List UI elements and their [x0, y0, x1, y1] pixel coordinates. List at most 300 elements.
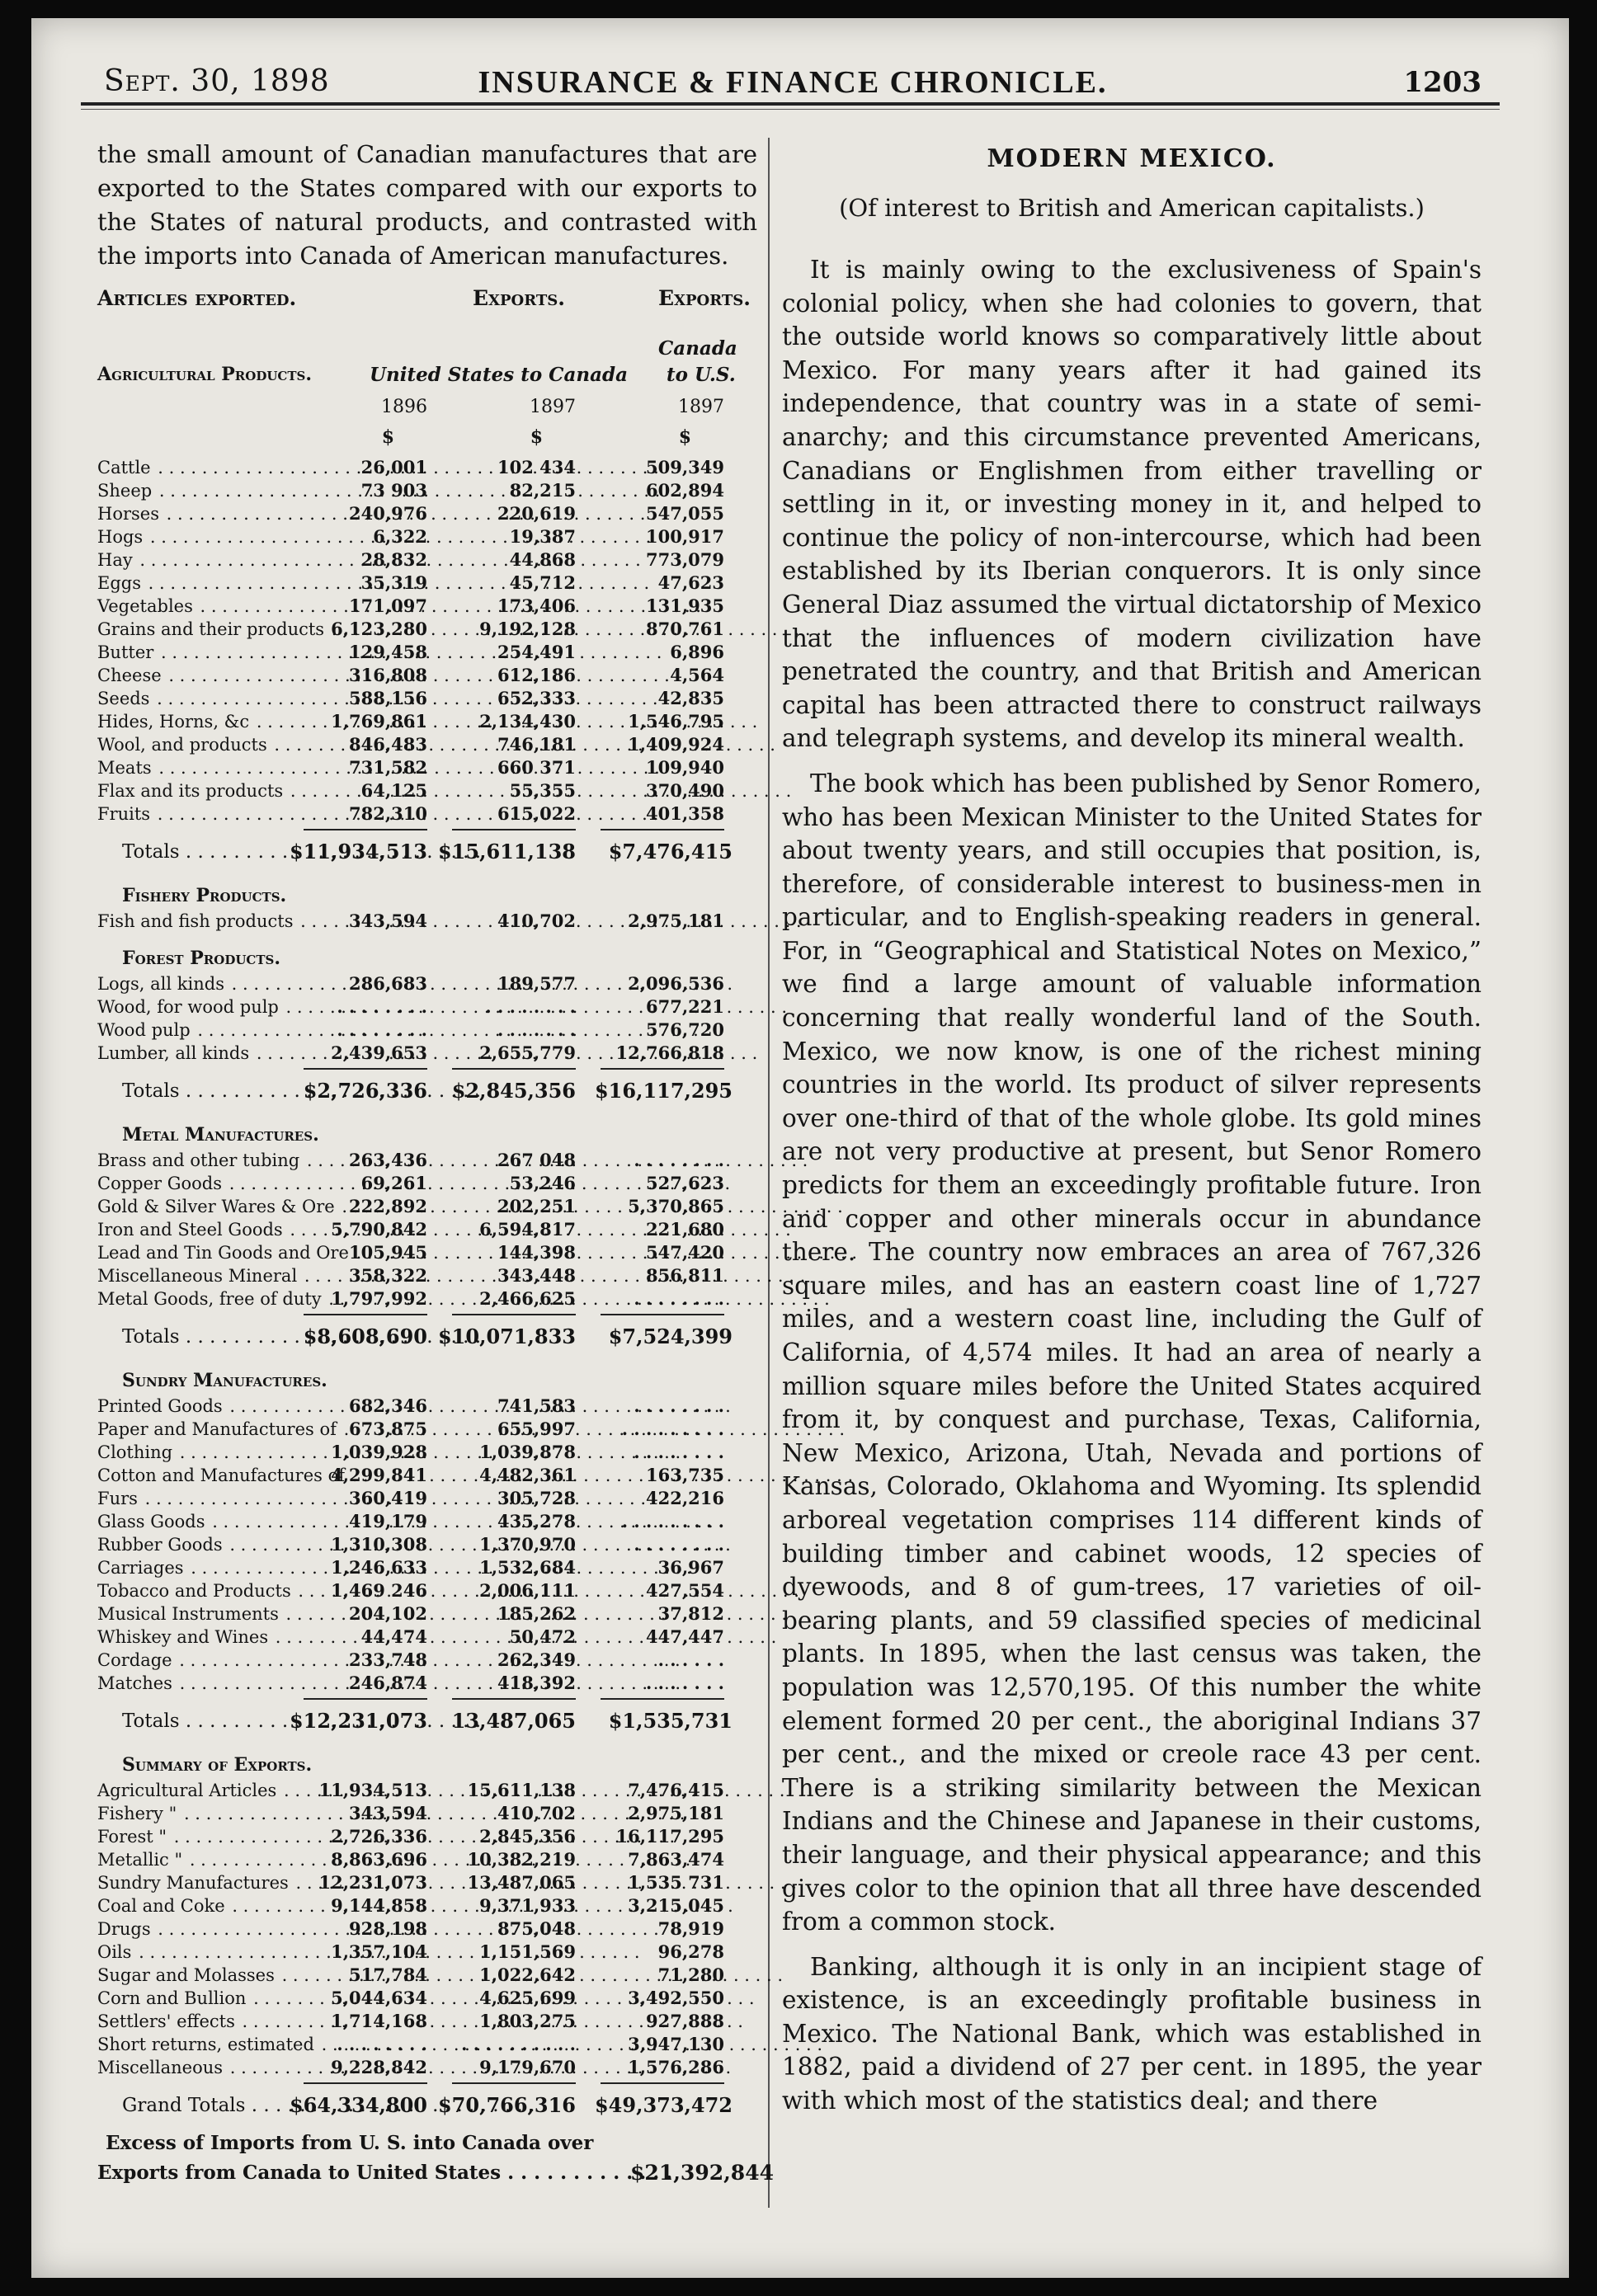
- canada-1897-value: . . . . . . . . .: [621, 1419, 724, 1439]
- table-row: [97, 1672, 774, 1695]
- row-label: [97, 1871, 287, 1894]
- table-row: [97, 1556, 774, 1579]
- table-row: [97, 502, 774, 525]
- us-1896-value: 8,863,696: [331, 1849, 427, 1870]
- row-label: [97, 641, 287, 664]
- us-1896-value: 5,044,634: [331, 1988, 427, 2008]
- publication-title: INSURANCE & FINANCE CHRONICLE.: [478, 65, 1108, 100]
- excess-line-1: Excess of Imports from U. S. into Canada over: [106, 2132, 594, 2154]
- row-label-text: Fishery ": [97, 1804, 177, 1823]
- canada-1897-value: . . . . . . . .: [634, 1150, 724, 1170]
- row-label-text: Meats: [97, 758, 152, 778]
- us-1897-value: 741,583: [497, 1395, 576, 1416]
- us-1896-value: 419,179: [349, 1511, 427, 1531]
- row-label: [97, 779, 287, 802]
- table-row: [97, 1602, 774, 1626]
- us-1897-value: 615,022: [497, 803, 576, 824]
- canada-1897-value: 427,554: [646, 1580, 724, 1601]
- us-1897-value: 202,251: [497, 1196, 576, 1216]
- table-row: [97, 641, 774, 664]
- row-label: [97, 1487, 287, 1510]
- canada-1897-value: 1,576,286: [628, 2057, 724, 2077]
- table-row: [97, 1418, 774, 1441]
- row-label-text: Sugar and Molasses: [97, 1965, 275, 1985]
- row-label: [97, 1241, 349, 1264]
- us-1897-value: 254,491: [497, 642, 576, 662]
- us-1896-value: 171,097: [349, 595, 427, 616]
- us-1897-value: 2,006,111: [479, 1580, 576, 1601]
- us-1896-value: 240,976: [349, 503, 427, 524]
- row-label: [97, 1418, 337, 1441]
- us-1897-value: 1,039,878: [479, 1442, 576, 1462]
- table-row: [97, 1626, 774, 1649]
- row-label-text: Tobacco and Products: [97, 1581, 291, 1601]
- canada-1897-value: 3,492,550: [628, 1988, 724, 2008]
- totals-rule: [97, 826, 774, 834]
- row-label-text: Hay: [97, 550, 133, 570]
- us-1896-value: 782,310: [349, 803, 427, 824]
- row-label-text: Glass Goods: [97, 1512, 205, 1531]
- total-canada-1897: $16,117,295: [594, 1079, 733, 1103]
- canada-1897-value: 602,894: [646, 480, 724, 501]
- row-label-text: Hogs: [97, 527, 144, 547]
- row-label: [97, 1802, 287, 1825]
- us-1896-value: 517,784: [349, 1964, 427, 1985]
- us-1897-value: 44,868: [509, 549, 576, 570]
- us-1896-value: 233,748: [349, 1649, 427, 1670]
- table-row: [97, 479, 774, 502]
- row-label: [97, 1941, 287, 1964]
- us-1897-value: 435,278: [497, 1511, 576, 1531]
- row-label-text: Lead and Tin Goods and Ore: [97, 1243, 349, 1263]
- us-1896-value: 4,299,841: [331, 1465, 427, 1485]
- row-label: [97, 1649, 287, 1672]
- dollar-sign: $: [530, 426, 543, 448]
- us-1896-value: 1,039,928: [331, 1442, 427, 1462]
- summary-rows: [97, 1779, 774, 2079]
- us-1896-value: 1,714,168: [331, 2011, 427, 2031]
- us-1897-value: 262,349: [497, 1649, 576, 1670]
- table-row: [97, 710, 774, 733]
- us-1897-value: 660 371: [497, 757, 576, 778]
- table-row: [97, 1464, 774, 1487]
- metal-heading: Metal Manufactures.: [122, 1124, 319, 1146]
- table-row: [97, 733, 774, 756]
- totals-rule: [97, 1695, 774, 1703]
- table-row: [97, 687, 774, 710]
- row-label: [97, 2056, 287, 2079]
- row-label-text: Eggs: [97, 573, 141, 593]
- us-1897-value: 2,655,779: [479, 1042, 576, 1063]
- us-1896-value: 9,144,858: [331, 1895, 427, 1916]
- table-header-row: [97, 280, 774, 314]
- total-canada-1897: $7,524,399: [608, 1324, 733, 1348]
- canada-1897-value: 576,720: [646, 1019, 724, 1040]
- total-us-1897: 13,487,065: [451, 1709, 576, 1733]
- year-row: [97, 397, 774, 426]
- us-1896-value: 1,246,633: [331, 1557, 427, 1578]
- us-1896-value: . . . . . . . .: [337, 1019, 427, 1040]
- canada-1897-value: 6,896: [670, 642, 724, 662]
- row-label: [97, 618, 325, 641]
- canada-1897-value: 3,947,130: [628, 2034, 724, 2054]
- table-row: [97, 779, 774, 802]
- year-1896: 1896: [381, 397, 427, 417]
- total-us-1896: $8,608,690: [303, 1324, 427, 1348]
- table-row: [97, 1579, 774, 1602]
- table-row: [97, 1848, 774, 1871]
- canada-1897-value: 856,811: [646, 1265, 724, 1286]
- us-1897-value: 2,466,625: [479, 1288, 576, 1309]
- row-label-text: Miscellaneous: [97, 2058, 224, 2077]
- row-label: [97, 1395, 287, 1418]
- table-row: [97, 1287, 774, 1310]
- canada-1897-value: 163,735: [646, 1465, 724, 1485]
- us-1897-value: 305,728: [497, 1488, 576, 1508]
- canada-1897-value: . . . . . . . . .: [621, 1511, 724, 1531]
- us-1897-value: 13,487,065: [467, 1872, 576, 1893]
- row-label: [97, 1626, 287, 1649]
- us-1896-value: 588,156: [349, 688, 427, 708]
- us-1896-value: 263,436: [349, 1150, 427, 1170]
- table-row: [97, 525, 774, 548]
- canada-label: Canada: [658, 337, 737, 360]
- us-1897-value: 45,712: [509, 572, 576, 593]
- row-label: [97, 910, 294, 933]
- summary-heading: Summary of Exports.: [122, 1754, 313, 1776]
- row-label: [97, 1510, 287, 1533]
- row-label-text: Short returns, estimated: [97, 2035, 314, 2054]
- right-column: [782, 138, 1482, 2118]
- table-row: [97, 1987, 774, 2010]
- table-row: [97, 1779, 774, 1802]
- row-label-text: Iron and Steel Goods: [97, 1220, 283, 1240]
- row-label: [97, 1264, 298, 1287]
- row-label: [97, 1672, 287, 1695]
- canada-1897-value: 36,967: [657, 1557, 724, 1578]
- us-1897-value: 185,262: [497, 1603, 576, 1624]
- row-label: [97, 802, 287, 826]
- us-1897-value: 655,997: [497, 1419, 576, 1439]
- row-label: [97, 756, 287, 779]
- us-1896-value: 5,790,842: [331, 1219, 427, 1240]
- canada-1897-value: 47,623: [657, 572, 724, 593]
- us-1897-value: 410,702: [497, 1803, 576, 1823]
- row-label: [97, 995, 287, 1019]
- row-label-text: Lumber, all kinds: [97, 1043, 250, 1063]
- header-rule: [81, 102, 1500, 106]
- canada-1897-value: . . . . . . .: [645, 1673, 724, 1693]
- us-1896-value: 28,832: [360, 549, 427, 570]
- table-row: [97, 802, 774, 826]
- row-label-text: Hides, Horns, &c: [97, 712, 250, 732]
- us-1896-value: 9,228,842: [331, 2057, 427, 2077]
- row-label: [97, 525, 287, 548]
- row-label: [97, 1287, 322, 1310]
- row-label: [97, 1894, 287, 1917]
- year-1897-us: 1897: [530, 397, 576, 417]
- us-1897-value: 875,048: [497, 1918, 576, 1939]
- row-label-text: Copper Goods: [97, 1174, 223, 1193]
- total-us-1896: $11,934,513: [289, 840, 427, 863]
- table-row: [97, 1241, 774, 1264]
- row-label-text: Cattle: [97, 458, 151, 478]
- total-canada-1897: $7,476,415: [608, 840, 733, 863]
- agricultural-rows: [97, 456, 774, 826]
- table-row: [97, 995, 774, 1019]
- row-label: [97, 1825, 287, 1848]
- us-1896-value: 73 903: [360, 480, 427, 501]
- canada-1897-value: 422,216: [646, 1488, 724, 1508]
- totals-label: Totals . . .: [122, 1319, 287, 1355]
- us-1896-value: 682,346: [349, 1395, 427, 1416]
- row-label: [97, 456, 287, 479]
- newspaper-page: [31, 18, 1569, 2278]
- canada-1897-value: 131,935: [646, 595, 724, 616]
- us-1897-value: 102 434: [497, 457, 576, 478]
- us-1896-value: 44,474: [360, 1626, 427, 1647]
- metal-totals-row: [97, 1319, 774, 1355]
- header-exports-canada: Exports.: [658, 286, 751, 310]
- row-label: [97, 1149, 300, 1172]
- row-label-text: Carriages: [97, 1558, 184, 1578]
- us-1896-value: 6,123,280: [331, 619, 427, 639]
- row-label-text: Sheep: [97, 481, 153, 501]
- table-subheader: [97, 314, 774, 397]
- us-1896-value: 731,582: [349, 757, 427, 778]
- canada-1897-value: 78,919: [657, 1918, 724, 1939]
- table-row: [97, 1871, 774, 1894]
- row-label-text: Seeds: [97, 689, 150, 708]
- header-rule-thin: [81, 109, 1500, 110]
- table-row: [97, 572, 774, 595]
- canada-1897-value: 3,215,045: [628, 1895, 724, 1916]
- row-label-text: Corn and Bullion: [97, 1988, 247, 2008]
- us-1897-value: 652,333: [497, 688, 576, 708]
- article-title: MODERN MEXICO.: [987, 144, 1277, 173]
- row-label: [97, 2010, 287, 2033]
- row-label-text: Wood, for wood pulp: [97, 997, 279, 1017]
- agricultural-heading: Agricultural Products.: [97, 364, 313, 385]
- row-label-text: Coal and Coke: [97, 1896, 225, 1916]
- row-label: [97, 1556, 287, 1579]
- table-row: [97, 1149, 774, 1172]
- table-row: [97, 595, 774, 618]
- table-row: [97, 1042, 774, 1065]
- canada-1897-value: 2,975,181: [628, 1803, 724, 1823]
- us-1897-value: 267 048: [497, 1150, 576, 1170]
- us-1896-value: 2,439,653: [331, 1042, 427, 1063]
- table-row: [97, 1218, 774, 1241]
- row-label: [97, 710, 287, 733]
- article-subtitle: (Of interest to British and American capitalists.): [839, 194, 1425, 222]
- excess-note: [97, 2129, 774, 2188]
- canada-1897-value: . . . . . . . .: [634, 1288, 724, 1309]
- to-us-label: to U.S.: [667, 364, 736, 386]
- row-label-text: Logs, all kinds: [97, 974, 224, 994]
- us-1896-value: 12,231,073: [318, 1872, 427, 1893]
- us-1896-value: . . . . . . . .: [337, 996, 427, 1017]
- excess-value: $21,392,844: [630, 2161, 774, 2185]
- row-label-text: Cordage: [97, 1650, 172, 1670]
- row-label: [97, 1917, 287, 1941]
- agricultural-totals-row: [97, 834, 774, 870]
- row-label-text: Grains and their products: [97, 619, 325, 639]
- canada-1897-value: 547,420: [646, 1242, 724, 1263]
- table-row: [97, 664, 774, 687]
- us-1897-value: 144,398: [497, 1242, 576, 1263]
- row-label-text: Brass and other tubing: [97, 1150, 300, 1170]
- us-1897-value: 55,355: [509, 780, 576, 801]
- us-to-canada-label: United States to Canada: [370, 364, 629, 386]
- row-label: [97, 1464, 346, 1487]
- canada-1897-value: 2,096,536: [628, 973, 724, 994]
- us-1896-value: 105,945: [349, 1242, 427, 1263]
- row-label: [97, 1172, 287, 1195]
- row-label-text: Fish and fish products: [97, 911, 294, 931]
- table-row: [97, 1019, 774, 1042]
- row-label-text: Paper and Manufactures of: [97, 1419, 337, 1439]
- us-1896-value: 2,726,336: [331, 1826, 427, 1847]
- us-1896-value: 1,797,992: [331, 1288, 427, 1309]
- table-row: [97, 1649, 774, 1672]
- us-1896-value: 358,322: [349, 1265, 427, 1286]
- sundry-totals-row: [97, 1703, 774, 1739]
- table-row: [97, 1802, 774, 1825]
- canada-1897-value: 100,917: [646, 526, 724, 547]
- row-label-text: Agricultural Articles: [97, 1781, 277, 1800]
- total-us-1897: $70,766,316: [437, 2093, 576, 2117]
- us-1897-value: 53,246: [509, 1173, 576, 1193]
- row-label: [97, 2033, 314, 2056]
- total-us-1897: $10,071,833: [437, 1324, 576, 1348]
- row-label-text: Horses: [97, 504, 159, 524]
- us-1896-value: 673,875: [349, 1419, 427, 1439]
- table-row: [97, 1510, 774, 1533]
- total-us-1896: $64,334,800: [289, 2093, 427, 2117]
- row-label-text: Gold & Silver Wares & Ore: [97, 1197, 335, 1216]
- canada-1897-value: 16,117,295: [615, 1826, 724, 1847]
- exports-table: [97, 280, 774, 2188]
- us-1896-value: 316,808: [349, 665, 427, 685]
- table-row: [97, 1195, 774, 1218]
- total-us-1897: $15,611,138: [437, 840, 576, 863]
- us-1897-value: 15,611,138: [467, 1780, 576, 1800]
- us-1897-value: . . . . . . .: [497, 1019, 576, 1040]
- us-1897-value: 6,594,817: [479, 1219, 576, 1240]
- fishery-rows: [97, 910, 774, 933]
- us-1896-value: 26,001: [360, 457, 427, 478]
- us-1897-value: 50,472: [509, 1626, 576, 1647]
- row-label-text: Furs: [97, 1489, 138, 1508]
- us-1897-value: 746,181: [497, 734, 576, 755]
- totals-rule: [97, 1310, 774, 1319]
- us-1896-value: 64,125: [360, 780, 427, 801]
- us-1897-value: 9,192,128: [479, 619, 576, 639]
- us-1897-value: 19,387: [509, 526, 576, 547]
- us-1897-value: 173,406: [497, 595, 576, 616]
- us-1897-value: . . . . . . . .: [485, 996, 576, 1017]
- row-label-text: Metallic ": [97, 1850, 183, 1870]
- us-1897-value: 9,179,670: [479, 2057, 576, 2077]
- row-label: [97, 733, 287, 756]
- us-1897-value: 9,371,933: [479, 1895, 576, 1916]
- canada-1897-value: 509,349: [646, 457, 724, 478]
- us-1896-value: 129,458: [349, 642, 427, 662]
- header-exports: Exports.: [473, 286, 565, 310]
- table-row: [97, 1964, 774, 1987]
- us-1896-value: 6,322: [373, 526, 427, 547]
- us-1896-value: 1,310,308: [331, 1534, 427, 1555]
- canada-1897-value: 1,409,924: [628, 734, 724, 755]
- us-1897-value: 612,186: [497, 665, 576, 685]
- row-label-text: Musical Instruments: [97, 1604, 279, 1624]
- us-1896-value: 343,594: [349, 1803, 427, 1823]
- us-1896-value: 11,934,513: [318, 1780, 427, 1800]
- canada-1897-value: 42,835: [657, 688, 724, 708]
- row-label: [97, 1218, 287, 1241]
- row-label: [97, 1579, 291, 1602]
- us-1896-value: 204,102: [349, 1603, 427, 1624]
- row-label-text: Cheese: [97, 666, 162, 685]
- table-row: [97, 1172, 774, 1195]
- dollar-row: [97, 426, 774, 456]
- total-canada-1897: $1,535,731: [608, 1709, 733, 1733]
- row-label-text: Metal Goods, free of duty: [97, 1289, 322, 1309]
- table-row: [97, 972, 774, 995]
- canada-1897-value: 4,564: [670, 665, 724, 685]
- dollar-sign: $: [381, 426, 394, 448]
- row-label: [97, 972, 287, 995]
- canada-1897-value: 870,761: [646, 619, 724, 639]
- row-label: [97, 479, 287, 502]
- us-1897-value: 418,392: [497, 1673, 576, 1693]
- row-label: [97, 502, 287, 525]
- canada-1897-value: 71,280: [657, 1964, 724, 1985]
- row-label: [97, 1602, 287, 1626]
- totals-label: Totals . . .: [122, 1073, 287, 1109]
- us-1897-value: 1,803,275: [479, 2011, 576, 2031]
- us-1896-value: 69,261: [360, 1173, 427, 1193]
- table-row: [97, 1487, 774, 1510]
- table-row: [97, 1941, 774, 1964]
- metal-rows: [97, 1149, 774, 1310]
- canada-1897-value: 12,766,818: [615, 1042, 724, 1063]
- row-label: [97, 1441, 287, 1464]
- table-row: [97, 1894, 774, 1917]
- row-label: [97, 1195, 335, 1218]
- totals-label: Totals . . .: [122, 1703, 287, 1739]
- canada-1897-value: 7,476,415: [628, 1780, 724, 1800]
- row-label-text: Forest ": [97, 1827, 167, 1847]
- header-articles: Articles exported.: [97, 286, 297, 310]
- us-1896-value: 246,874: [349, 1673, 427, 1693]
- us-1897-value: . . . . . . . . . .: [461, 2034, 576, 2054]
- row-label: [97, 548, 287, 572]
- row-label-text: Rubber Goods: [97, 1535, 223, 1555]
- canada-1897-value: 547,055: [646, 503, 724, 524]
- totals-label: Totals . . .: [122, 834, 287, 870]
- dollar-sign: $: [678, 426, 691, 448]
- row-label-text: Flax and its products: [97, 781, 284, 801]
- canada-1897-value: 370,490: [646, 780, 724, 801]
- us-1897-value: 2,134,430: [479, 711, 576, 732]
- us-1897-value: 1,532,684: [479, 1557, 576, 1578]
- us-1897-value: 1,370,970: [479, 1534, 576, 1555]
- table-row: [97, 1395, 774, 1418]
- table-row: [97, 618, 774, 641]
- total-us-1896: $12,231,073: [289, 1709, 427, 1733]
